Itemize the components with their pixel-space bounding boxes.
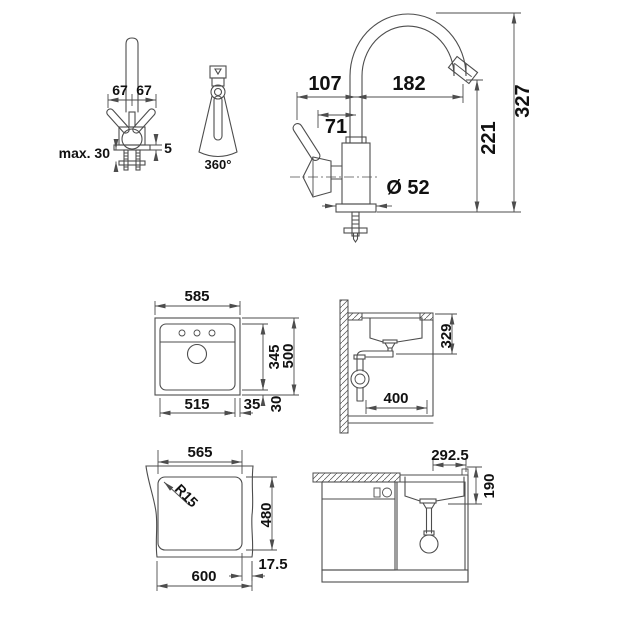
side-lever: [291, 122, 321, 162]
dim-label-107: 107: [308, 73, 342, 95]
dim-edge-right: [224, 396, 260, 417]
countertop-section-left: [348, 313, 362, 320]
trap-inner: [355, 374, 365, 384]
faucet-front-body: [105, 38, 156, 170]
dim-label-71: 71: [324, 116, 348, 138]
swivel-lever: [214, 96, 222, 140]
cutout-body: [146, 466, 253, 557]
dim-reach-right: [356, 73, 463, 103]
dim-label-329: 329: [438, 323, 455, 349]
dim-label-dia-52: Ø 52: [386, 177, 430, 199]
dim-label-182: 182: [392, 73, 426, 95]
dim-label-400: 400: [383, 390, 409, 407]
dim-corner-radius: [164, 481, 201, 511]
tap-hole-center: [194, 330, 200, 336]
control-slot: [374, 488, 380, 497]
trap-body: [351, 370, 369, 388]
faucet-neck: [129, 112, 135, 127]
waste-pipe-horizontal: [357, 351, 393, 357]
dim-label-327: 327: [512, 84, 534, 118]
dim-label-292-5: 292.5: [431, 447, 469, 464]
basin-section: [370, 318, 422, 342]
swivel-top-bracket: [210, 66, 226, 78]
dim-label-480: 480: [258, 502, 275, 528]
dim-label-600: 600: [191, 568, 217, 585]
side-base-flange: [336, 204, 376, 212]
dim-max-thickness: [59, 141, 116, 170]
dim-basin-height: [448, 467, 498, 504]
dim-label-585: 585: [184, 288, 210, 305]
worktop-panel: [146, 466, 253, 557]
side-washer: [344, 228, 367, 233]
dim-outlet-height: [466, 80, 500, 212]
installation-front-body: [313, 469, 468, 582]
rim-end-profile: [462, 469, 468, 475]
swivel-cone: [199, 96, 237, 157]
sink-top-view: [155, 288, 299, 417]
dim-overall-width: [155, 288, 240, 315]
spout-collar: [346, 137, 366, 143]
faucet-side-column: [342, 143, 370, 204]
dim-label-r15: R15: [171, 480, 202, 511]
cutout-view: [146, 444, 288, 591]
dim-label-17-5: 17.5: [258, 556, 288, 573]
dim-reach-left: [297, 73, 356, 120]
dim-cutout-depth: [246, 477, 277, 550]
dim-drain-offset: [431, 447, 469, 472]
dim-label-35: 35: [243, 396, 261, 413]
faucet-ball-joint: [122, 129, 142, 149]
front-tailpiece: [427, 508, 432, 533]
swivel-pivot-inner: [215, 89, 222, 96]
faucet-swivel-view: [199, 66, 237, 172]
front-coupling: [424, 531, 434, 535]
installation-front-view: [313, 447, 498, 582]
swivel-indicator: [215, 69, 221, 74]
front-drain-cone: [423, 503, 435, 508]
dim-label-30: 30: [268, 395, 285, 413]
trap-outlet: [357, 388, 363, 401]
left-cabinet: [322, 482, 395, 570]
side-stud-threads: [352, 216, 359, 224]
tap-hole-right: [209, 330, 215, 336]
dim-label-67-right: 67: [136, 82, 152, 98]
pipe-coupling: [354, 355, 365, 359]
wall-section: [340, 300, 348, 433]
tap-hole-left: [179, 330, 185, 336]
stud-tip: [354, 233, 358, 242]
dim-label-max-30: max. 30: [58, 145, 110, 161]
drain-cone: [385, 343, 395, 348]
plinth: [322, 570, 468, 582]
cabinet-side-body: [340, 300, 433, 433]
swivel-pivot-outer: [211, 85, 225, 99]
dim-label-565: 565: [187, 444, 213, 461]
sink-outer-rim: [155, 318, 240, 395]
mounting-washer: [119, 161, 145, 165]
dim-basin-depth: [242, 324, 283, 390]
basin-front-section: [405, 477, 464, 501]
cabinet-side-view: [340, 300, 457, 433]
sink-rim-front: [400, 475, 468, 482]
dim-edge-bottom: [263, 381, 285, 412]
front-drain-flange: [420, 499, 436, 503]
countertop-front-section: [313, 473, 400, 482]
control-knob: [383, 488, 392, 497]
faucet-side-view: [290, 13, 534, 242]
dim-label-360: 360°: [204, 157, 232, 172]
dim-cabinet-depth: [366, 390, 427, 414]
front-trap: [420, 535, 438, 553]
faucet-front-view: [59, 38, 172, 170]
drain-hole: [188, 345, 207, 364]
dim-handle-spread: [108, 82, 156, 108]
dim-label-221: 221: [478, 121, 500, 155]
dim-label-345: 345: [266, 344, 283, 370]
sink-cabinet-panels: [397, 475, 468, 582]
sink-basin: [160, 324, 235, 390]
dim-label-515: 515: [184, 396, 210, 413]
dim-cutout-width: [158, 444, 242, 474]
dim-label-500: 500: [280, 343, 297, 369]
sink-top-body: [155, 318, 240, 395]
dim-label-190: 190: [481, 473, 498, 499]
dim-label-67-left: 67: [112, 82, 128, 98]
dim-deck-plate: [150, 136, 172, 159]
dim-label-5: 5: [164, 140, 172, 156]
dim-basin-width: [160, 396, 235, 417]
dim-base-diameter: [322, 177, 430, 206]
